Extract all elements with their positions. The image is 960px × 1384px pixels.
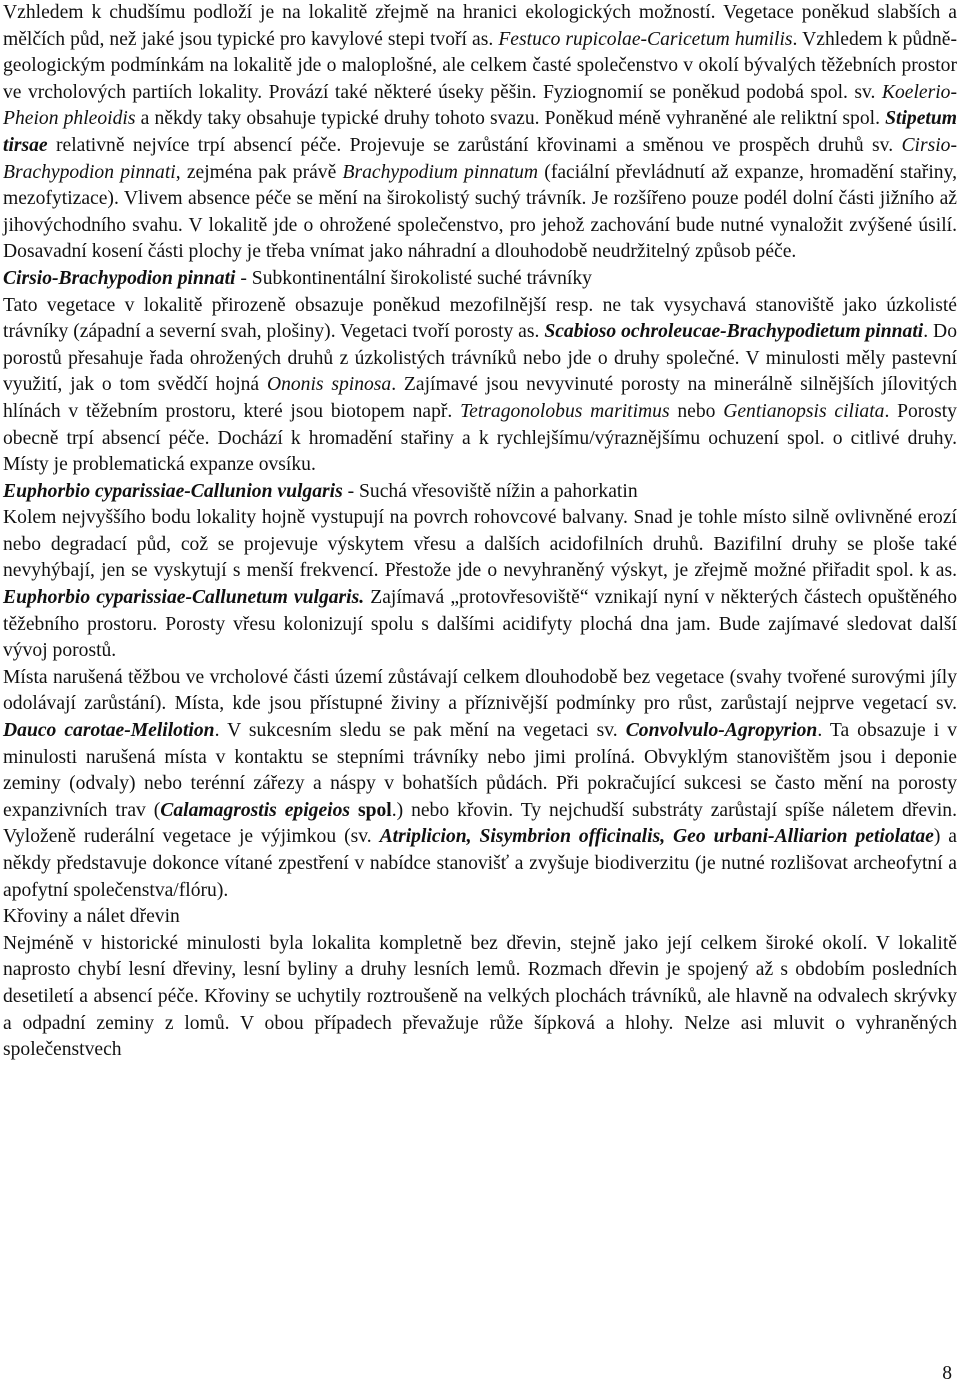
text-run: . Vzhledem k půdně-geologickým podmínkám na lokalitě jde o maloplošné, ale celkem časté společenstvo v okolí bývalých těžebních prostor ve vrcholových partiích lokality. Provází také některé úseky pěšin. Fyziognomií se poněkud podobá spol. sv. (3, 28, 958, 103)
taxon-name: Euphorbio cyparissiae-Callunion vulgaris (3, 480, 343, 502)
paragraph-festuco (3, 0, 957, 266)
text-run: a někdy taky obsahuje typické druhy tohoto svazu. Poněkud méně vyhraněné ale reliktní spol. (135, 108, 886, 130)
text-run: Nejméně v historické minulosti byla lokalita kompletně bez dřevin, stejně jako její celkem široké okolí. V lokalitě naprosto chybí lesní dřeviny, lesní byliny a druhy lesních lemů. Rozmach dřevin je spojený až s obdobím posledních desetiletí a absencí péče. Křoviny se uchytily roztroušeně na velkých plochách trávníků, ale hlavně na odvalech skrývky a odpadní zeminy z lomů. V obou případech převažuje růže šípková a hlohy. Nelze asi mluvit o vyhraněných společenstvech (3, 932, 957, 1061)
taxon-name: Gentianopsis ciliata (723, 400, 885, 422)
taxon-name: Tetragonolobus maritimus (460, 400, 670, 422)
paragraph-euphorbio-callunion (3, 505, 957, 665)
paragraph-ruderal (3, 665, 957, 904)
text-run: . Porosty obecně trpí absencí péče. Dochází k hromadění stařiny a k rychlejšímu/výraznějšímu ochuzení spol. o citlivé druhy. Místy je problematická expanze ovsíku. (3, 400, 957, 476)
document-page (3, 0, 957, 1064)
text-run: Kolem nejvyššího bodu lokality hojně vystupují na povrch rohovcové balvany. Snad je tohle místo silně ovlivněné erozí nebo degradací půd, což se projevuje výskytem vřesu a dalších acidofilních druhů. Bazifilní druhy se ploše také nevyhýbají, jen se vyskytují s menší frekvencí. Přestože jde o nevyhraněný výskyt, je zřejmě možné přiřadit spol. k as. (3, 507, 957, 582)
text-run: . Zajímavé jsou nevyvinuté porosty na minerálně silnějších jílovitých hlínách v těžebním prostoru, které jsou biotopem např. (3, 374, 957, 422)
text-run: - Subkontinentální širokolisté suché trávníky (235, 267, 592, 289)
text-run: . Do porostů přesahuje řada ohrožených druhů z úzkolistých trávníků nebo jde o druhy společné. V minulosti měly pastevní využití, jak o tom svědčí hojná (3, 321, 957, 396)
taxon-name: Calamagrostis epigeios (160, 799, 351, 821)
paragraph-kroviny (3, 931, 957, 1064)
text-run: ) a někdy představuje dokonce vítané zpestření v nabídce stanovišť a zvyšuje biodiverzitu (je nutné rozlišovat archeofytní a apofytní společenstva/flóru). (3, 826, 957, 901)
taxon-name: Brachypodium pinnatum (342, 161, 539, 183)
heading-kroviny (3, 904, 957, 931)
taxon-name: Convolvulo-Agropyrion (625, 720, 818, 742)
taxon-name: Euphorbio cyparissiae-Callunetum vulgaris. (3, 587, 365, 609)
heading-euphorbio-callunion (3, 479, 957, 506)
text-run: nebo (669, 400, 724, 422)
taxon-name: Atriplicion, Sisymbrion officinalis, Geo urbani-Alliarion petiolatae (379, 826, 934, 848)
text-run: . Ta obsazuje i v minulosti narušená místa v kontaktu se stepními trávníky nebo jimi prolíná. Obvyklým stanovištěm jsou i deponie zeminy (odvaly) nebo terénní zářezy a náspy v bohatších půdách. Při pokračující sukcesi se často mění na porosty expanzivních trav ( (3, 720, 957, 821)
text-run: , zejména pak právě (175, 161, 343, 183)
taxon-name: Ononis spinosa (266, 374, 392, 396)
text-run: . V sukcesním sledu se pak mění na vegetaci sv. (214, 720, 626, 742)
text-run: relativně nejvíce trpí absencí péče. Projevuje se zarůstání křovinami a směnou ve prospěch druhů sv. (47, 134, 902, 156)
page-number: 8 (942, 1363, 952, 1384)
text-run: Místa narušená těžbou ve vrcholové části území zůstávají celkem dlouhodobě bez vegetace (svahy tvořené surovými jíly odolávají zarůstání). Místa, kde jsou přístupné živiny a příznivější podmínky pro růst, zarůstají nejprve vegetací sv. (3, 666, 957, 715)
heading-cirsio-brachypodion (3, 266, 957, 293)
taxon-name: Festuco rupicolae-Caricetum humilis (498, 28, 793, 50)
text-run: .) nebo křovin. Ty nejchudší substráty zarůstají spíše náletem dřevin. Vyloženě ruderální vegetace je výjimkou (sv. (3, 799, 957, 848)
text-run: Tato vegetace v lokalitě přirozeně obsazuje poněkud mezofilnější resp. ne tak vysychavá stanoviště jako úzkolisté trávníky (západní a severní svah, plošiny). Vegetaci tvoří porosty as. (3, 294, 957, 343)
taxon-name: Koelerio-Pheion phleoidis (3, 81, 957, 130)
paragraph-cirsio-brachypodion (3, 293, 957, 479)
text-run: - Suchá vřesoviště nížin a pahorkatin (342, 480, 638, 502)
text-run: (faciální převládnutí až expanze, hromadění stařiny, mezofytizace). Vlivem absence péče se mění na širokolistý suchý trávník. Je rozšířeno pouze podél dolní části jižního až jihovýchodního svahu. V lokalitě jde o ohrožené společenstvo, pro jehož zachování bude nutné vynaložit zvýšené úsilí. Dosavadní kosení části plochy je třeba vnímat jako náhradní a dlouhodobě neudržitelný způsob péče. (3, 161, 957, 263)
taxon-name: Stipetum tirsae (3, 108, 957, 156)
text-run: Křoviny a nálet dřevin (3, 906, 180, 928)
taxon-name: Cirsio-Brachypodion pinnati (3, 134, 957, 183)
taxon-name: Dauco carotae-Melilotion (3, 720, 215, 742)
text-run: Zajímavá „protovřesoviště“ vznikají nyní v některých částech opuštěného těžebního prostoru. Porosty vřesu kolonizují spolu s dalšími acidifyty plochá dna jam. Bude zajímavé sledovat další vývoj porostů. (3, 587, 957, 662)
text-run: spol (350, 799, 392, 821)
taxon-name: Cirsio-Brachypodion pinnati (3, 267, 236, 289)
text-run: Vzhledem k chudšímu podloží je na lokalitě zřejmě na hranici ekologických možností. Vegetace poněkud slabších a mělčích půd, než jaké jsou typické pro kavylové stepi tvoří as. (3, 2, 957, 50)
taxon-name: Scabioso ochroleucae-Brachypodietum pinnati (544, 321, 924, 343)
